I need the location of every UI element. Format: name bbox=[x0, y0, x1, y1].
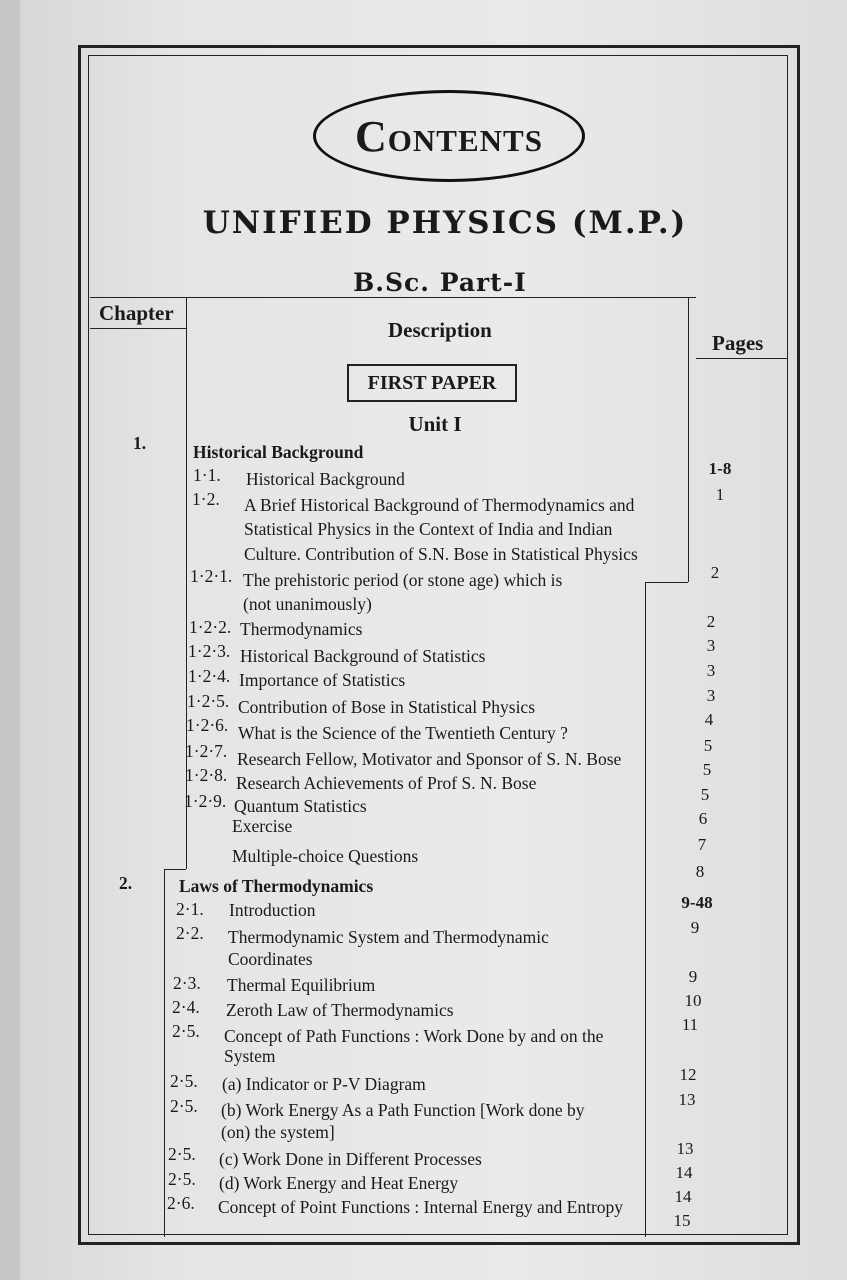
section-number: 2·5. bbox=[172, 1021, 200, 1041]
section-number: 2·5. bbox=[168, 1169, 196, 1189]
pages-column-header: Pages bbox=[712, 331, 764, 355]
section-page: 13 bbox=[678, 1090, 696, 1109]
section-title: A Brief Historical Background of Thermodynamics and bbox=[244, 495, 635, 515]
section-title: Importance of Statistics bbox=[239, 670, 406, 690]
section-number: 2·1. bbox=[176, 899, 204, 919]
section-title: Concept of Path Functions : Work Done by and on the bbox=[224, 1026, 604, 1046]
section-number: 1·2. bbox=[192, 489, 220, 509]
pages-header-rule bbox=[696, 358, 788, 359]
chapter-title: Historical Background bbox=[193, 442, 364, 462]
section-number: 1·2·4. bbox=[188, 666, 231, 686]
section-title: Historical Background bbox=[246, 469, 405, 489]
section-number: 1·2·9. bbox=[184, 791, 227, 811]
section-title-continued: Statistical Physics in the Context of India and Indian bbox=[244, 519, 613, 539]
chapter-divider-step bbox=[164, 869, 186, 870]
section-title: Research Achievements of Prof S. N. Bose bbox=[236, 773, 537, 793]
chapter-column-header: Chapter bbox=[99, 301, 174, 325]
contents-heading: Contents bbox=[355, 111, 543, 161]
section-number: 1·2·6. bbox=[186, 715, 229, 735]
section-number: 2·5. bbox=[170, 1071, 198, 1091]
section-page: 3 bbox=[706, 686, 716, 705]
section-title: Contribution of Bose in Statistical Physics bbox=[238, 697, 536, 717]
section-number: 1·2·2. bbox=[189, 617, 232, 637]
pages-divider-lower bbox=[645, 582, 646, 1237]
chapter-divider-lower bbox=[164, 869, 165, 1237]
section-number: 2·6. bbox=[167, 1193, 195, 1213]
section-title: Thermodynamics bbox=[240, 619, 363, 639]
pages-divider-step bbox=[645, 582, 688, 583]
section-number: 2·5. bbox=[168, 1144, 196, 1164]
chapter-number: 2. bbox=[119, 873, 133, 893]
section-title: Quantum Statistics bbox=[234, 796, 367, 816]
contents-oval bbox=[313, 90, 585, 182]
section-title-continued: Coordinates bbox=[228, 949, 313, 969]
section-page: 2 bbox=[710, 563, 720, 582]
section-number: 1·1. bbox=[193, 465, 221, 485]
section-page: 7 bbox=[697, 835, 707, 854]
section-number: 1·2·1. bbox=[190, 566, 233, 586]
section-number: 2·2. bbox=[176, 923, 204, 943]
section-number: 1·2·8. bbox=[185, 765, 228, 785]
section-title: (a) Indicator or P-V Diagram bbox=[222, 1074, 426, 1094]
section-page: 5 bbox=[700, 785, 710, 804]
section-title-continued: (on) the system] bbox=[221, 1122, 335, 1142]
section-page: 9 bbox=[690, 918, 700, 937]
section-page: 2 bbox=[706, 612, 716, 631]
section-title: Research Fellow, Motivator and Sponsor of S. N. Bose bbox=[237, 749, 622, 769]
section-title: Thermal Equilibrium bbox=[227, 975, 376, 995]
section-title-continued: (not unanimously) bbox=[243, 594, 372, 614]
chapter-number: 1. bbox=[133, 433, 147, 453]
section-title: Historical Background of Statistics bbox=[240, 646, 486, 666]
description-column-header: Description bbox=[388, 318, 492, 342]
chapter-header-rule bbox=[90, 328, 186, 329]
section-title: Thermodynamic System and Thermodynamic bbox=[228, 927, 549, 947]
chapter-title: Laws of Thermodynamics bbox=[179, 876, 374, 896]
section-page: 5 bbox=[703, 736, 713, 755]
pages-divider-upper bbox=[688, 297, 689, 582]
section-number: 1·2·7. bbox=[185, 741, 228, 761]
section-page: 6 bbox=[698, 809, 708, 828]
section-title: (c) Work Done in Different Processes bbox=[219, 1149, 482, 1169]
section-page: 10 bbox=[684, 991, 702, 1010]
section-title: The prehistoric period (or stone age) which is bbox=[243, 570, 563, 590]
mcq-label: Multiple-choice Questions bbox=[232, 846, 419, 866]
exercise-label: Exercise bbox=[232, 816, 293, 836]
section-number: 2·4. bbox=[172, 997, 200, 1017]
course-level: B.Sc. Part-I bbox=[353, 268, 527, 297]
section-title-continued: System bbox=[224, 1046, 276, 1066]
section-title: (d) Work Energy and Heat Energy bbox=[219, 1173, 459, 1193]
section-page: 8 bbox=[695, 862, 705, 881]
header-top-rule bbox=[90, 297, 696, 298]
section-page: 3 bbox=[706, 661, 716, 680]
section-page: 4 bbox=[704, 710, 714, 729]
section-title: Introduction bbox=[229, 900, 316, 920]
section-page: 14 bbox=[674, 1187, 692, 1206]
book-title: UNIFIED PHYSICS (M.P.) bbox=[202, 205, 688, 241]
section-page: 1 bbox=[715, 485, 725, 504]
unit-label: Unit I bbox=[408, 412, 462, 436]
section-page: 3 bbox=[706, 636, 716, 655]
chapter-pages: 1-8 bbox=[708, 459, 732, 478]
section-title: (b) Work Energy As a Path Function [Work done by bbox=[221, 1100, 585, 1120]
section-title: What is the Science of the Twentieth Century ? bbox=[238, 723, 568, 743]
section-page: 14 bbox=[675, 1163, 693, 1182]
section-page: 13 bbox=[676, 1139, 694, 1158]
section-number: 1·2·3. bbox=[188, 641, 231, 661]
section-title-continued: Culture. Contribution of S.N. Bose in Statistical Physics bbox=[244, 544, 638, 564]
section-page: 11 bbox=[681, 1015, 699, 1034]
section-number: 1·2·5. bbox=[187, 691, 230, 711]
section-page: 12 bbox=[679, 1065, 697, 1084]
chapter-pages: 9-48 bbox=[681, 893, 713, 912]
paper-label: FIRST PAPER bbox=[347, 364, 517, 402]
section-number: 2·3. bbox=[173, 973, 201, 993]
section-title: Zeroth Law of Thermodynamics bbox=[226, 1000, 454, 1020]
section-page: 15 bbox=[673, 1211, 691, 1230]
section-page: 9 bbox=[688, 967, 698, 986]
section-title: Concept of Point Functions : Internal Energy and Entropy bbox=[218, 1197, 624, 1217]
section-number: 2·5. bbox=[170, 1096, 198, 1116]
section-page: 5 bbox=[702, 760, 712, 779]
